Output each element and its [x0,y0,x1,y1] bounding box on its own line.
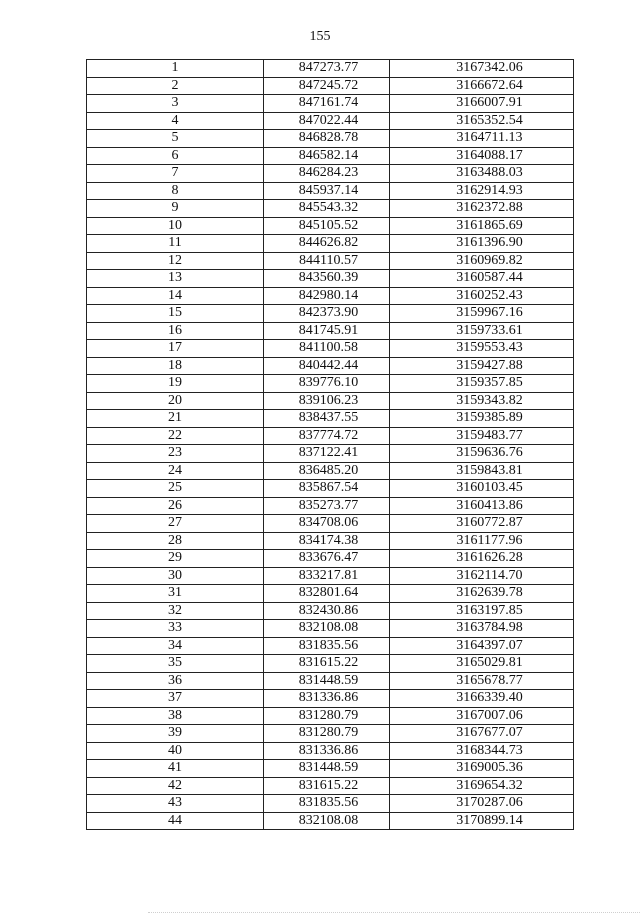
y-coordinate-cell: 3169005.36 [390,760,574,778]
table-row [87,200,574,218]
x-coordinate-cell: 832108.08 [264,812,390,830]
y-coordinate-cell: 3159357.85 [390,375,574,393]
point-number-cell: 9 [87,200,264,218]
table-row [87,760,574,778]
y-coordinate-cell: 3159843.81 [390,462,574,480]
point-number-cell: 27 [87,515,264,533]
table-row [87,182,574,200]
point-number-cell: 17 [87,340,264,358]
point-number-cell: 18 [87,357,264,375]
point-number-cell: 7 [87,165,264,183]
point-number-cell: 19 [87,375,264,393]
y-coordinate-cell: 3160772.87 [390,515,574,533]
table-row [87,462,574,480]
point-number-cell: 15 [87,305,264,323]
y-coordinate-cell: 3159967.16 [390,305,574,323]
point-number-cell: 35 [87,655,264,673]
point-number-cell: 34 [87,637,264,655]
x-coordinate-cell: 836485.20 [264,462,390,480]
y-coordinate-cell: 3165678.77 [390,672,574,690]
y-coordinate-cell: 3161177.96 [390,532,574,550]
point-number-cell: 24 [87,462,264,480]
coordinate-table [86,59,574,830]
point-number-cell: 32 [87,602,264,620]
y-coordinate-cell: 3161865.69 [390,217,574,235]
table-row [87,147,574,165]
table-row [87,60,574,78]
table-row [87,322,574,340]
y-coordinate-cell: 3160252.43 [390,287,574,305]
x-coordinate-cell: 831835.56 [264,795,390,813]
x-coordinate-cell: 846828.78 [264,130,390,148]
y-coordinate-cell: 3160413.86 [390,497,574,515]
x-coordinate-cell: 834174.38 [264,532,390,550]
x-coordinate-cell: 835867.54 [264,480,390,498]
x-coordinate-cell: 841100.58 [264,340,390,358]
x-coordinate-cell: 831448.59 [264,760,390,778]
y-coordinate-cell: 3159733.61 [390,322,574,340]
y-coordinate-cell: 3166007.91 [390,95,574,113]
y-coordinate-cell: 3167677.07 [390,725,574,743]
table-row [87,235,574,253]
point-number-cell: 11 [87,235,264,253]
y-coordinate-cell: 3166339.40 [390,690,574,708]
point-number-cell: 16 [87,322,264,340]
table-row [87,777,574,795]
x-coordinate-cell: 837122.41 [264,445,390,463]
y-coordinate-cell: 3159636.76 [390,445,574,463]
point-number-cell: 36 [87,672,264,690]
table-row [87,130,574,148]
x-coordinate-cell: 833676.47 [264,550,390,568]
y-coordinate-cell: 3163488.03 [390,165,574,183]
point-number-cell: 42 [87,777,264,795]
x-coordinate-cell: 841745.91 [264,322,390,340]
point-number-cell: 22 [87,427,264,445]
table-row [87,252,574,270]
point-number-cell: 30 [87,567,264,585]
x-coordinate-cell: 837774.72 [264,427,390,445]
table-body [87,60,574,830]
point-number-cell: 37 [87,690,264,708]
y-coordinate-cell: 3168344.73 [390,742,574,760]
table-row [87,480,574,498]
x-coordinate-cell: 834708.06 [264,515,390,533]
y-coordinate-cell: 3165029.81 [390,655,574,673]
table-row [87,812,574,830]
table-row [87,637,574,655]
x-coordinate-cell: 831336.86 [264,742,390,760]
y-coordinate-cell: 3160587.44 [390,270,574,288]
x-coordinate-cell: 839106.23 [264,392,390,410]
y-coordinate-cell: 3159343.82 [390,392,574,410]
point-number-cell: 29 [87,550,264,568]
table-row [87,707,574,725]
x-coordinate-cell: 843560.39 [264,270,390,288]
y-coordinate-cell: 3159385.89 [390,410,574,428]
table-row [87,515,574,533]
table-row [87,165,574,183]
point-number-cell: 6 [87,147,264,165]
y-coordinate-cell: 3170899.14 [390,812,574,830]
x-coordinate-cell: 835273.77 [264,497,390,515]
point-number-cell: 31 [87,585,264,603]
page-number: 155 [309,29,331,44]
x-coordinate-cell: 847161.74 [264,95,390,113]
table-row [87,270,574,288]
table-row [87,725,574,743]
table-row [87,742,574,760]
table-row [87,655,574,673]
x-coordinate-cell: 831448.59 [264,672,390,690]
x-coordinate-cell: 831615.22 [264,655,390,673]
point-number-cell: 39 [87,725,264,743]
table-row [87,532,574,550]
table-row [87,217,574,235]
x-coordinate-cell: 833217.81 [264,567,390,585]
y-coordinate-cell: 3166672.64 [390,77,574,95]
x-coordinate-cell: 845937.14 [264,182,390,200]
table-row [87,567,574,585]
point-number-cell: 26 [87,497,264,515]
x-coordinate-cell: 842373.90 [264,305,390,323]
y-coordinate-cell: 3161396.90 [390,235,574,253]
point-number-cell: 33 [87,620,264,638]
table-row [87,445,574,463]
y-coordinate-cell: 3170287.06 [390,795,574,813]
table-row [87,550,574,568]
table-row [87,77,574,95]
table-row [87,392,574,410]
x-coordinate-cell: 831336.86 [264,690,390,708]
y-coordinate-cell: 3169654.32 [390,777,574,795]
x-coordinate-cell: 840442.44 [264,357,390,375]
table-row [87,497,574,515]
table-row [87,112,574,130]
table-row [87,427,574,445]
x-coordinate-cell: 838437.55 [264,410,390,428]
table-row [87,375,574,393]
point-number-cell: 28 [87,532,264,550]
point-number-cell: 1 [87,60,264,78]
point-number-cell: 12 [87,252,264,270]
table-row [87,690,574,708]
x-coordinate-cell: 846582.14 [264,147,390,165]
y-coordinate-cell: 3162914.93 [390,182,574,200]
x-coordinate-cell: 844626.82 [264,235,390,253]
point-number-cell: 3 [87,95,264,113]
y-coordinate-cell: 3164711.13 [390,130,574,148]
point-number-cell: 13 [87,270,264,288]
x-coordinate-cell: 845543.32 [264,200,390,218]
x-coordinate-cell: 831835.56 [264,637,390,655]
x-coordinate-cell: 832801.64 [264,585,390,603]
table-row [87,340,574,358]
table-row [87,795,574,813]
y-coordinate-cell: 3162639.78 [390,585,574,603]
table-row [87,287,574,305]
table-row [87,357,574,375]
point-number-cell: 38 [87,707,264,725]
y-coordinate-cell: 3159483.77 [390,427,574,445]
y-coordinate-cell: 3160103.45 [390,480,574,498]
point-number-cell: 20 [87,392,264,410]
table-row [87,602,574,620]
x-coordinate-cell: 832108.08 [264,620,390,638]
point-number-cell: 21 [87,410,264,428]
x-coordinate-cell: 842980.14 [264,287,390,305]
x-coordinate-cell: 839776.10 [264,375,390,393]
y-coordinate-cell: 3162114.70 [390,567,574,585]
table-row [87,305,574,323]
point-number-cell: 44 [87,812,264,830]
y-coordinate-cell: 3164088.17 [390,147,574,165]
point-number-cell: 23 [87,445,264,463]
point-number-cell: 5 [87,130,264,148]
x-coordinate-cell: 846284.23 [264,165,390,183]
y-coordinate-cell: 3163784.98 [390,620,574,638]
table-row [87,672,574,690]
x-coordinate-cell: 847022.44 [264,112,390,130]
point-number-cell: 2 [87,77,264,95]
scan-edge-line [148,912,640,913]
y-coordinate-cell: 3165352.54 [390,112,574,130]
table-row [87,95,574,113]
point-number-cell: 40 [87,742,264,760]
point-number-cell: 10 [87,217,264,235]
point-number-cell: 43 [87,795,264,813]
point-number-cell: 4 [87,112,264,130]
y-coordinate-cell: 3164397.07 [390,637,574,655]
y-coordinate-cell: 3167007.06 [390,707,574,725]
point-number-cell: 25 [87,480,264,498]
point-number-cell: 41 [87,760,264,778]
y-coordinate-cell: 3159553.43 [390,340,574,358]
table-row [87,410,574,428]
y-coordinate-cell: 3163197.85 [390,602,574,620]
x-coordinate-cell: 831280.79 [264,707,390,725]
table-row [87,585,574,603]
table-row [87,620,574,638]
point-number-cell: 8 [87,182,264,200]
x-coordinate-cell: 847273.77 [264,60,390,78]
x-coordinate-cell: 831280.79 [264,725,390,743]
point-number-cell: 14 [87,287,264,305]
x-coordinate-cell: 845105.52 [264,217,390,235]
x-coordinate-cell: 831615.22 [264,777,390,795]
y-coordinate-cell: 3167342.06 [390,60,574,78]
y-coordinate-cell: 3159427.88 [390,357,574,375]
x-coordinate-cell: 844110.57 [264,252,390,270]
x-coordinate-cell: 832430.86 [264,602,390,620]
y-coordinate-cell: 3161626.28 [390,550,574,568]
y-coordinate-cell: 3160969.82 [390,252,574,270]
y-coordinate-cell: 3162372.88 [390,200,574,218]
x-coordinate-cell: 847245.72 [264,77,390,95]
